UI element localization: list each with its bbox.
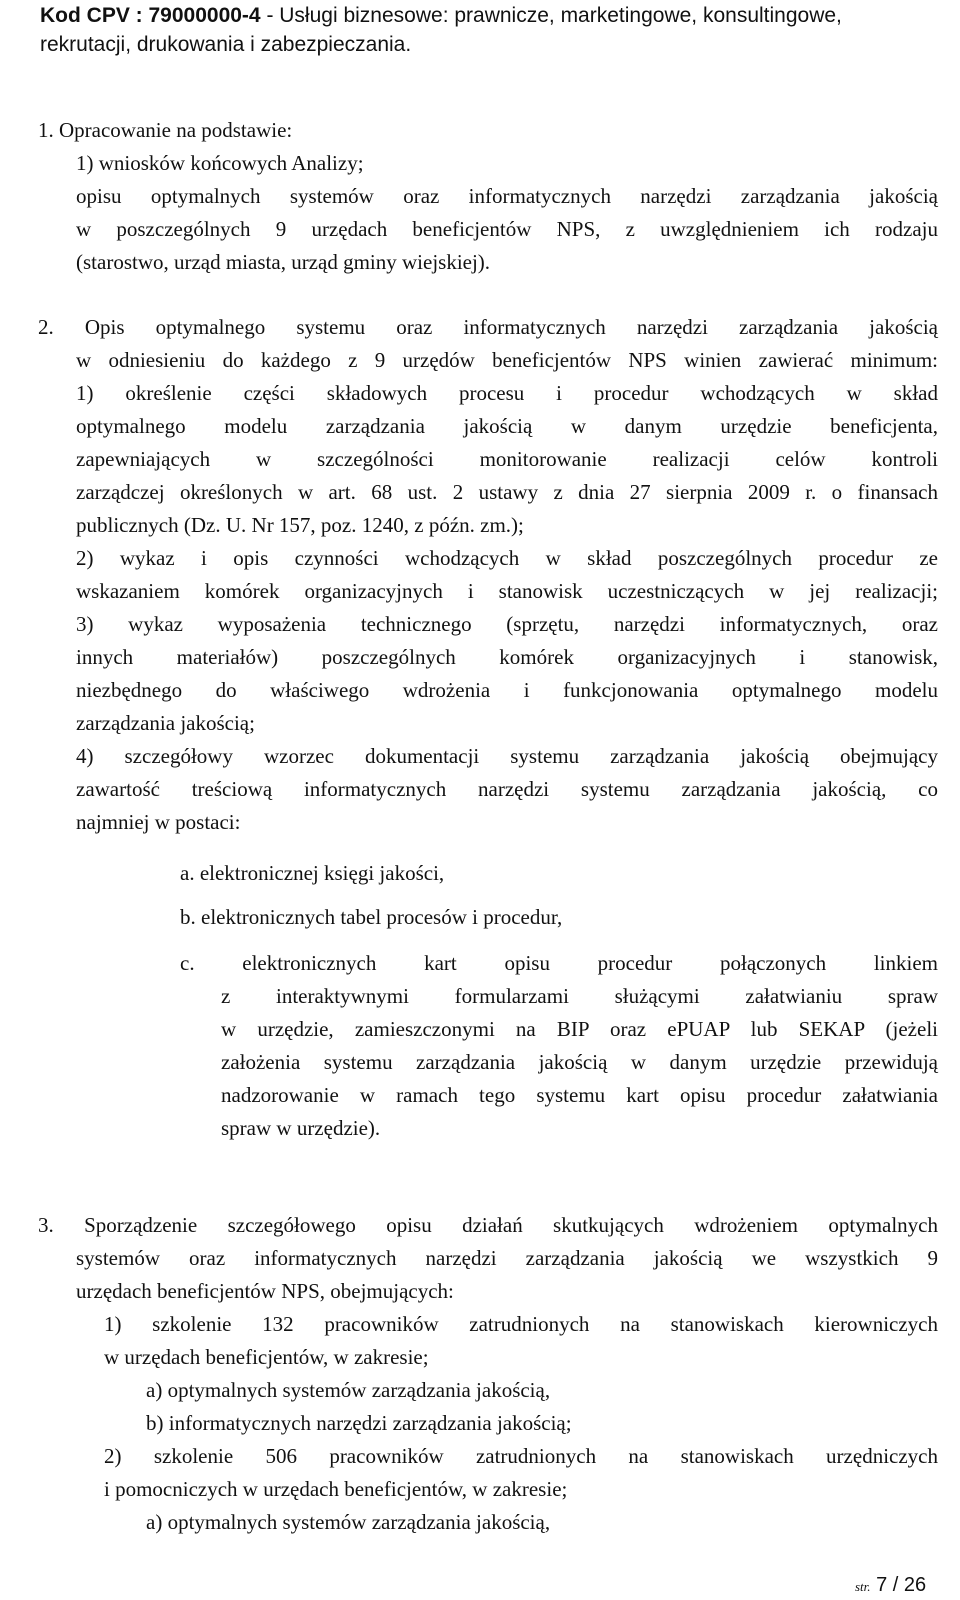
item-2-sub-2: wskazaniem komórek organizacyjnych i stanowisk uczestniczących w jej realizacji;	[76, 579, 938, 603]
cpv-description: - Usługi biznesowe: prawnicze, marketingowe, konsultingowe,	[260, 4, 842, 27]
list-item-c: założenia systemu zarządzania jakością w danym urzędzie przewidują	[221, 1050, 938, 1074]
list-item-c: spraw w urzędzie).	[221, 1116, 381, 1140]
list-item-b: b. elektronicznych tabel procesów i procedur,	[180, 905, 563, 929]
item-3-sub-1: 1) szkolenie 132 pracowników zatrudnionych na stanowiskach kierowniczych	[104, 1312, 938, 1336]
item-1-text: opisu optymalnych systemów oraz informatycznych narzędzi zarządzania jakością	[76, 184, 938, 208]
item-1-text: w poszczególnych 9 urzędach beneficjentów NPS, z uwzględnieniem ich rodzaju	[76, 217, 938, 241]
item-2-sub-3: niezbędnego do właściwego wdrożenia i funkcjonowania optymalnego modelu	[76, 678, 938, 702]
item-2-sub-1: optymalnego modelu zarządzania jakością w danym urzędzie beneficjenta,	[76, 414, 938, 438]
page-number	[855, 1574, 926, 1597]
item-2-sub-2: 2) wykaz i opis czynności wchodzących w skład poszczególnych procedur ze	[76, 546, 938, 570]
item-3-sub-2: 2) szkolenie 506 pracowników zatrudnionych na stanowiskach urzędniczych	[104, 1444, 938, 1468]
item-3-sub-2: i pomocniczych w urzędach beneficjentów, w zakresie;	[104, 1477, 568, 1501]
list-item-a: a. elektronicznej księgi jakości,	[180, 861, 445, 885]
item-3-sub-2-a: a) optymalnych systemów zarządzania jakością,	[146, 1510, 551, 1534]
item-2-sub-1: zapewniających w szczególności monitorowanie realizacji celów kontroli	[76, 447, 938, 471]
header-line-1	[40, 0, 842, 31]
item-2-sub-4: zawartość treściową informatycznych narzędzi systemu zarządzania jakością, co	[76, 777, 938, 801]
item-2-sub-4: najmniej w postaci:	[76, 810, 241, 834]
item-2-sub-1: 1) określenie części składowych procesu i procedur wchodzących w skład	[76, 381, 938, 405]
item-2-sub-4: 4) szczegółowy wzorzec dokumentacji systemu zarządzania jakością obejmujący	[76, 744, 938, 768]
item-2-heading: 2. Opis optymalnego systemu oraz informatycznych narzędzi zarządzania jakością	[38, 315, 938, 339]
item-2-text: w odniesieniu do każdego z 9 urzędów beneficjentów NPS winien zawierać minimum:	[76, 348, 938, 372]
item-3-text: systemów oraz informatycznych narzędzi zarządzania jakością we wszystkich 9	[76, 1246, 938, 1270]
item-1-heading: 1. Opracowanie na podstawie:	[38, 118, 293, 142]
list-item-c: z interaktywnymi formularzami służącymi załatwianiu spraw	[221, 984, 938, 1008]
list-item-c: nadzorowanie w ramach tego systemu kart opisu procedur załatwiania	[221, 1083, 938, 1107]
item-3-sub-1: w urzędach beneficjentów, w zakresie;	[104, 1345, 429, 1369]
cpv-code: Kod CPV : 79000000-4	[40, 4, 261, 27]
item-2-sub-1: publicznych (Dz. U. Nr 157, poz. 1240, z późn. zm.);	[76, 513, 524, 537]
item-2-sub-3: zarządzania jakością;	[76, 711, 255, 735]
item-3-text: urzędach beneficjentów NPS, obejmujących:	[76, 1279, 454, 1303]
item-3-sub-1-b: b) informatycznych narzędzi zarządzania jakością;	[146, 1411, 572, 1435]
page-prefix: str.	[855, 1579, 871, 1594]
item-3-sub-1-a: a) optymalnych systemów zarządzania jakością,	[146, 1378, 551, 1402]
item-1-text: (starostwo, urząd miasta, urząd gminy wiejskiej).	[76, 250, 491, 274]
item-2-sub-3: 3) wykaz wyposażenia technicznego (sprzętu, narzędzi informatycznych, oraz	[76, 612, 938, 636]
list-item-c: w urzędzie, zamieszczonymi na BIP oraz ePUAP lub SEKAP (jeżeli	[221, 1017, 938, 1041]
item-2-sub-3: innych materiałów) poszczególnych komórek organizacyjnych i stanowisk,	[76, 645, 938, 669]
item-2-sub-1: zarządczej określonych w art. 68 ust. 2 ustawy z dnia 27 sierpnia 2009 r. o finansach	[76, 480, 938, 504]
list-item-c: c. elektronicznych kart opisu procedur połączonych linkiem	[180, 951, 938, 975]
item-1-sub-1: 1) wniosków końcowych Analizy;	[76, 151, 364, 175]
header-line-2: rekrutacji, drukowania i zabezpieczania.	[40, 33, 412, 56]
item-3-heading: 3. Sporządzenie szczegółowego opisu działań skutkujących wdrożeniem optymalnych	[38, 1213, 938, 1237]
page-count: 7 / 26	[876, 1574, 927, 1596]
